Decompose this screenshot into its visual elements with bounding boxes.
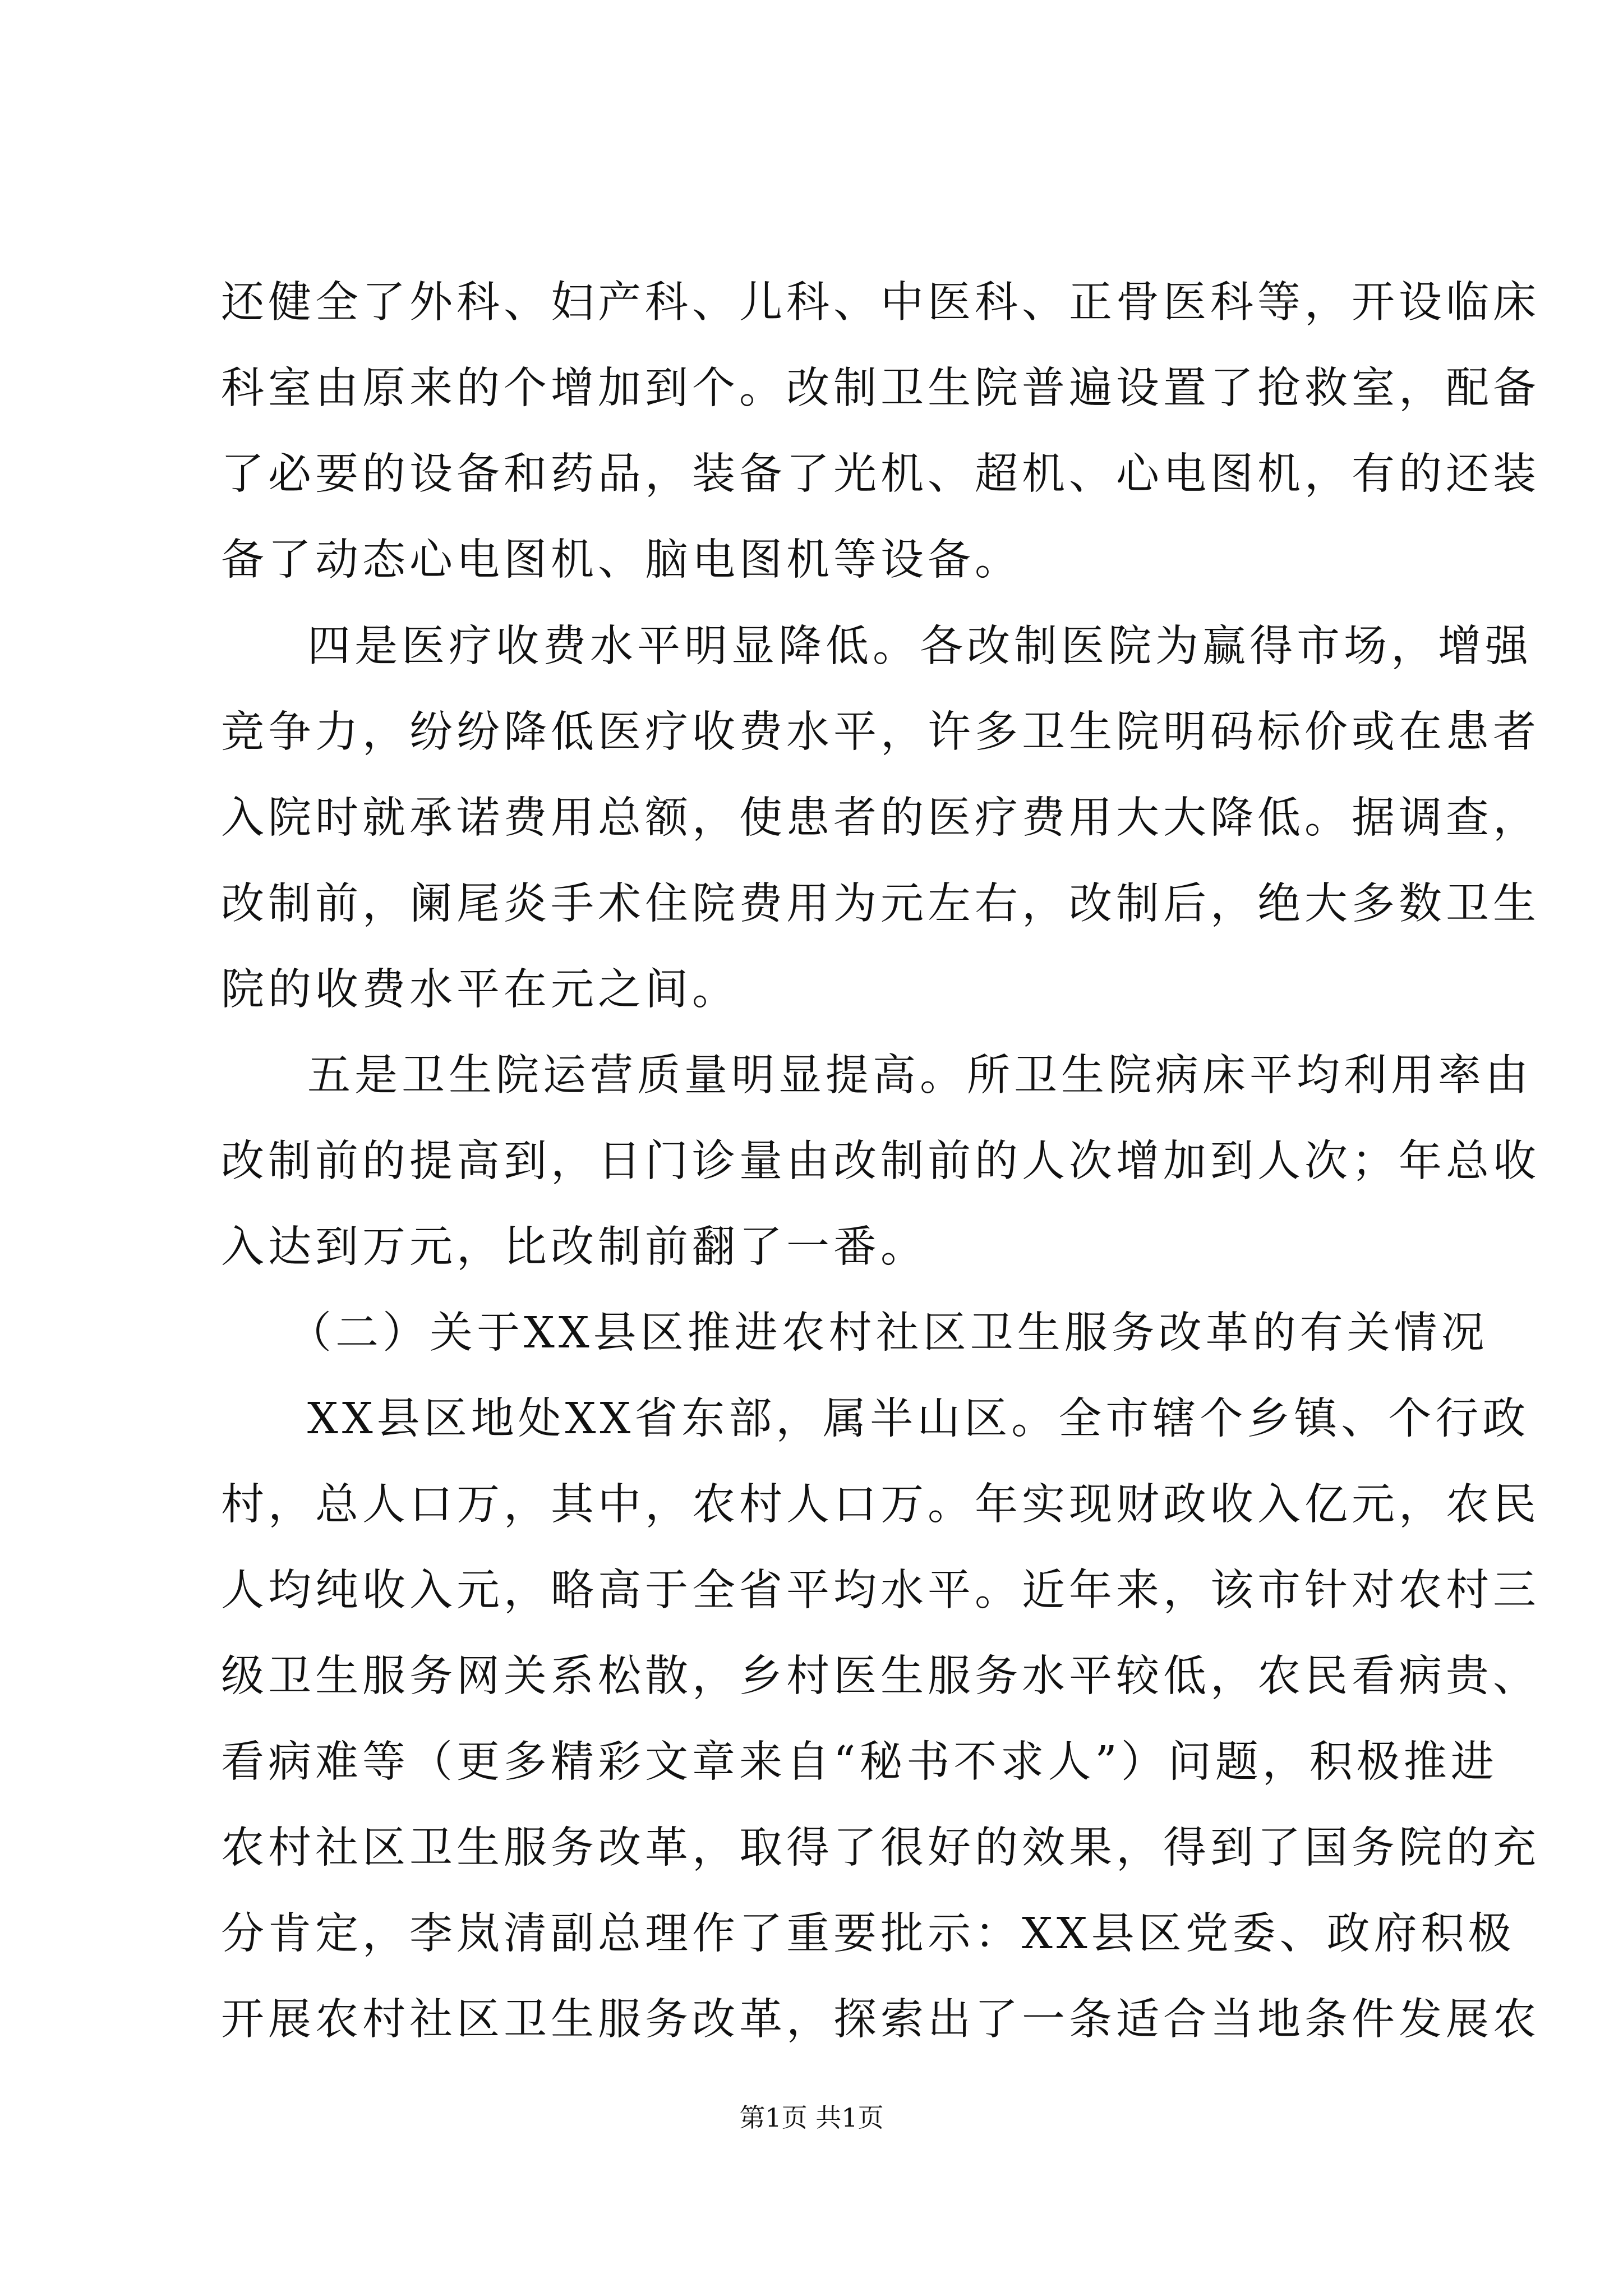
text-line: 人均纯收入元，略高于全省平均水平。近年来，该市针对农村三 (221, 1566, 1540, 1616)
text-line: 还健全了外科、妇产科、儿科、中医科、正骨医科等，开设临床 (221, 278, 1540, 328)
text-line: 农村社区卫生服务改革，取得了很好的效果，得到了国务院的充 (221, 1823, 1540, 1873)
text-line: 看病难等（更多精彩文章来自“秘书不求人”）问题，积极推进 (221, 1737, 1498, 1787)
text-line: 备了动态心电图机、脑电图机等设备。 (221, 535, 1022, 585)
document-body (221, 258, 1540, 2076)
text-line: 改制前的提高到，日门诊量由改制前的人次增加到人次；年总收 (221, 1137, 1540, 1186)
text-line: 入达到万元，比改制前翻了一番。 (221, 1222, 928, 1272)
text-line: 开展农村社区卫生服务改革，探索出了一条适合当地条件发展农 (221, 1995, 1540, 2045)
paragraph-start-line: XX县区地处XX省东部，属半山区。全市辖个乡镇、个行政 (307, 1394, 1530, 1444)
page-number-footer: 第1页 共1页 (739, 2102, 884, 2133)
text-line: 级卫生服务网关系松散，乡村医生服务水平较低，农民看病贵、 (221, 1651, 1540, 1701)
text-line: 科室由原来的个增加到个。改制卫生院普遍设置了抢救室，配备 (221, 364, 1540, 413)
text-line: 入院时就承诺费用总额，使患者的医疗费用大大降低。据调查， (221, 793, 1540, 843)
text-line: 竞争力，纷纷降低医疗收费水平，许多卫生院明码标价或在患者 (221, 707, 1540, 757)
text-line: 了必要的设备和药品，装备了光机、超机、心电图机，有的还装 (221, 449, 1540, 499)
paragraph-start-line: 四是医疗收费水平明显降低。各改制医院为赢得市场，增强 (307, 622, 1532, 671)
text-line: 村，总人口万，其中，农村人口万。年实现财政收入亿元，农民 (221, 1480, 1540, 1530)
paragraph-start-line: 五是卫生院运营质量明显提高。所卫生院病床平均利用率由 (307, 1051, 1532, 1101)
text-line: 改制前，阑尾炎手术住院费用为元左右，改制后，绝大多数卫生 (221, 879, 1540, 929)
text-line: 院的收费水平在元之间。 (221, 965, 739, 1015)
section-heading: （二）关于XX县区推进农村社区卫生服务改革的有关情况 (288, 1308, 1488, 1358)
text-line: 分肯定，李岚清副总理作了重要批示：XX县区党委、政府积极 (221, 1909, 1515, 1959)
